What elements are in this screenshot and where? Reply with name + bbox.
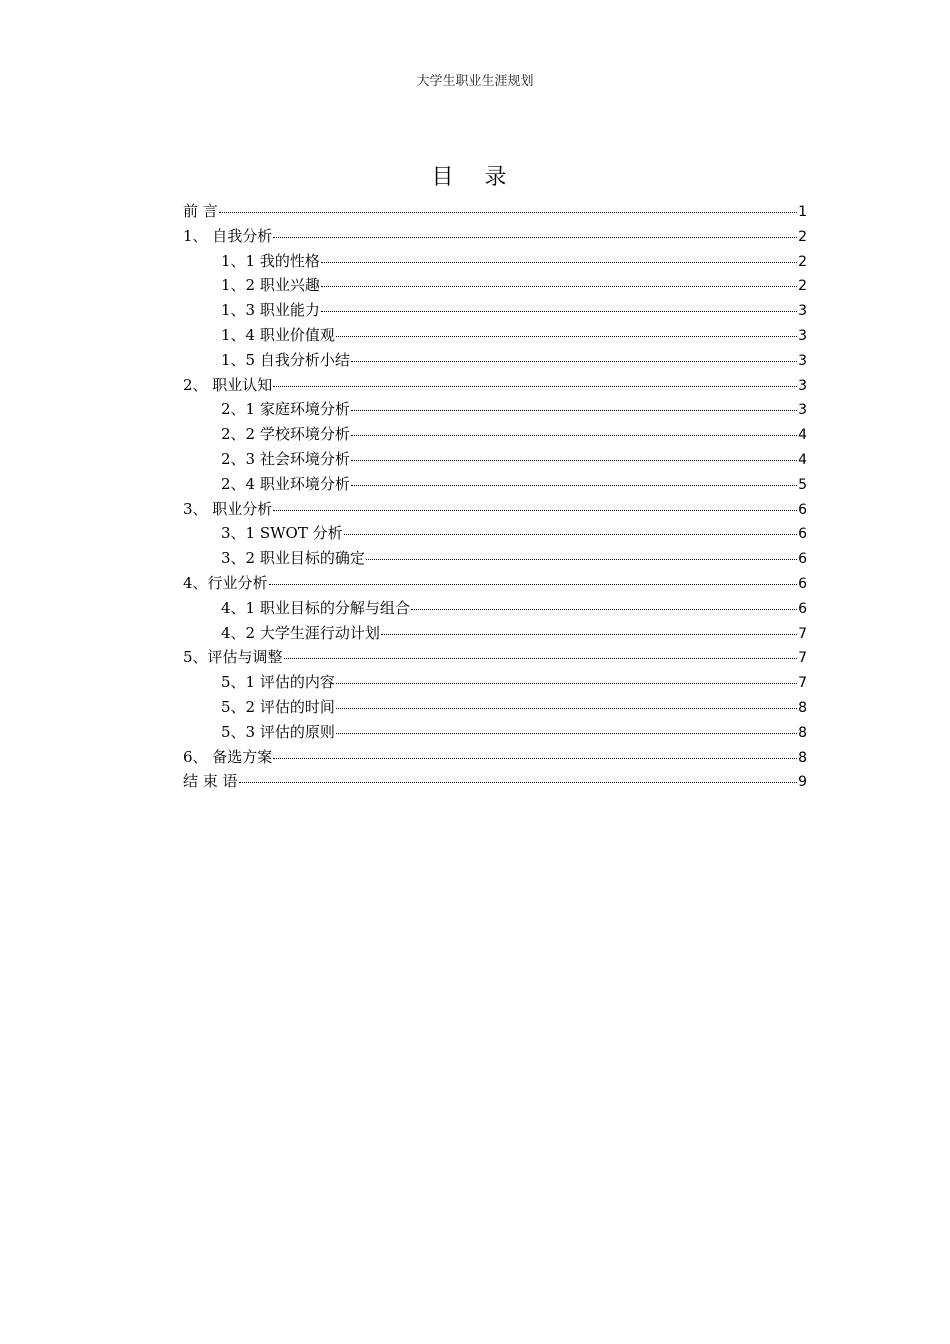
dot-leader xyxy=(381,634,797,635)
dot-leader xyxy=(344,534,797,535)
dot-leader xyxy=(336,336,797,337)
toc-entry[interactable] xyxy=(183,498,807,523)
toc-entry-page-number: 3 xyxy=(798,327,807,344)
toc-entry[interactable] xyxy=(183,473,807,498)
toc-entry[interactable] xyxy=(183,448,807,473)
toc-entry[interactable] xyxy=(183,274,807,299)
dot-leader xyxy=(273,758,797,759)
toc-entry-label: 6、 备选方案 xyxy=(183,747,273,766)
toc-entry-label: 1、1 我的性格 xyxy=(221,251,320,270)
dot-leader xyxy=(321,262,797,263)
dot-leader xyxy=(351,460,797,461)
dot-leader xyxy=(219,212,797,213)
dot-leader xyxy=(321,286,797,287)
toc-entry[interactable] xyxy=(183,572,807,597)
toc-entry-page-number: 6 xyxy=(798,526,807,543)
dot-leader xyxy=(351,485,797,486)
dot-leader xyxy=(336,733,797,734)
toc-entry-page-number: 2 xyxy=(798,228,807,245)
toc-entry[interactable] xyxy=(183,522,807,547)
toc-entry[interactable] xyxy=(183,696,807,721)
dot-leader xyxy=(336,683,797,684)
toc-entry-label: 5、3 评估的原则 xyxy=(221,722,335,741)
toc-entry-page-number: 6 xyxy=(798,551,807,568)
toc-entry-label: 1、4 职业价值观 xyxy=(221,325,335,344)
toc-entry-page-number: 2 xyxy=(798,278,807,295)
toc-entry-page-number: 7 xyxy=(798,650,807,667)
toc-entry-page-number: 6 xyxy=(798,575,807,592)
dot-leader xyxy=(273,510,797,511)
toc-entry-label: 结 束 语 xyxy=(183,772,238,791)
toc-entry[interactable] xyxy=(183,423,807,448)
toc-entry-label: 5、1 评估的内容 xyxy=(221,673,335,692)
toc-entry[interactable] xyxy=(183,200,807,225)
toc-entry-label: 1、 自我分析 xyxy=(183,226,273,245)
dot-leader xyxy=(321,311,797,312)
toc-entry-label: 4、行业分析 xyxy=(183,573,268,592)
table-of-contents xyxy=(183,200,807,795)
dot-leader xyxy=(411,609,797,610)
toc-entry-label: 1、5 自我分析小结 xyxy=(221,350,350,369)
toc-entry-page-number: 3 xyxy=(798,377,807,394)
dot-leader xyxy=(336,708,797,709)
toc-entry-label: 3、1 SWOT 分析 xyxy=(221,524,343,543)
toc-entry-page-number: 7 xyxy=(798,675,807,692)
dot-leader xyxy=(284,658,798,659)
toc-entry-page-number: 8 xyxy=(798,699,807,716)
toc-entry-page-number: 3 xyxy=(798,352,807,369)
toc-entry[interactable] xyxy=(183,349,807,374)
toc-entry[interactable] xyxy=(183,398,807,423)
toc-entry-page-number: 4 xyxy=(798,427,807,444)
toc-entry-label: 4、1 职业目标的分解与组合 xyxy=(221,598,410,617)
toc-entry-label: 4、2 大学生涯行动计划 xyxy=(221,623,380,642)
dot-leader xyxy=(351,435,797,436)
toc-entry-label: 3、 职业分析 xyxy=(183,499,273,518)
dot-leader xyxy=(273,237,797,238)
toc-entry-label: 1、3 职业能力 xyxy=(221,301,320,320)
running-header: 大学生职业生涯规划 xyxy=(416,74,534,89)
toc-entry-label: 5、2 评估的时间 xyxy=(221,697,335,716)
toc-entry-label: 2、1 家庭环境分析 xyxy=(221,400,350,419)
toc-entry[interactable] xyxy=(183,547,807,572)
toc-entry[interactable] xyxy=(183,250,807,275)
dot-leader xyxy=(351,361,797,362)
toc-entry-page-number: 5 xyxy=(798,476,807,493)
toc-entry-label: 1、2 职业兴趣 xyxy=(221,276,320,295)
toc-entry-label: 2、2 学校环境分析 xyxy=(221,425,350,444)
toc-entry-page-number: 3 xyxy=(798,303,807,320)
toc-entry[interactable] xyxy=(183,646,807,671)
toc-entry-page-number: 2 xyxy=(798,253,807,270)
dot-leader xyxy=(269,584,798,585)
toc-entry-label: 5、评估与调整 xyxy=(183,648,283,667)
toc-entry-page-number: 3 xyxy=(798,402,807,419)
dot-leader xyxy=(273,386,797,387)
toc-entry[interactable] xyxy=(183,597,807,622)
toc-entry[interactable] xyxy=(183,746,807,771)
toc-entry-page-number: 6 xyxy=(798,600,807,617)
toc-entry-label: 3、2 职业目标的确定 xyxy=(221,549,365,568)
toc-entry[interactable] xyxy=(183,770,807,795)
toc-entry[interactable] xyxy=(183,622,807,647)
toc-entry-page-number: 8 xyxy=(798,749,807,766)
toc-entry-label: 2、4 职业环境分析 xyxy=(221,474,350,493)
toc-entry[interactable] xyxy=(183,324,807,349)
toc-entry[interactable] xyxy=(183,225,807,250)
toc-entry[interactable] xyxy=(183,374,807,399)
toc-entry-page-number: 9 xyxy=(798,774,807,791)
toc-entry-label: 前 言 xyxy=(183,202,218,220)
toc-entry[interactable] xyxy=(183,671,807,696)
toc-entry-page-number: 8 xyxy=(798,724,807,741)
dot-leader xyxy=(239,782,798,783)
toc-entry-label: 2、3 社会环境分析 xyxy=(221,449,350,468)
toc-title: 目 录 xyxy=(431,165,519,190)
dot-leader xyxy=(366,559,797,560)
toc-entry[interactable] xyxy=(183,721,807,746)
toc-entry-page-number: 1 xyxy=(798,204,807,220)
toc-entry-label: 2、 职业认知 xyxy=(183,375,273,394)
toc-entry-page-number: 6 xyxy=(798,501,807,518)
dot-leader xyxy=(351,410,797,411)
toc-entry-page-number: 7 xyxy=(798,625,807,642)
toc-entry-page-number: 4 xyxy=(798,451,807,468)
toc-entry[interactable] xyxy=(183,299,807,324)
